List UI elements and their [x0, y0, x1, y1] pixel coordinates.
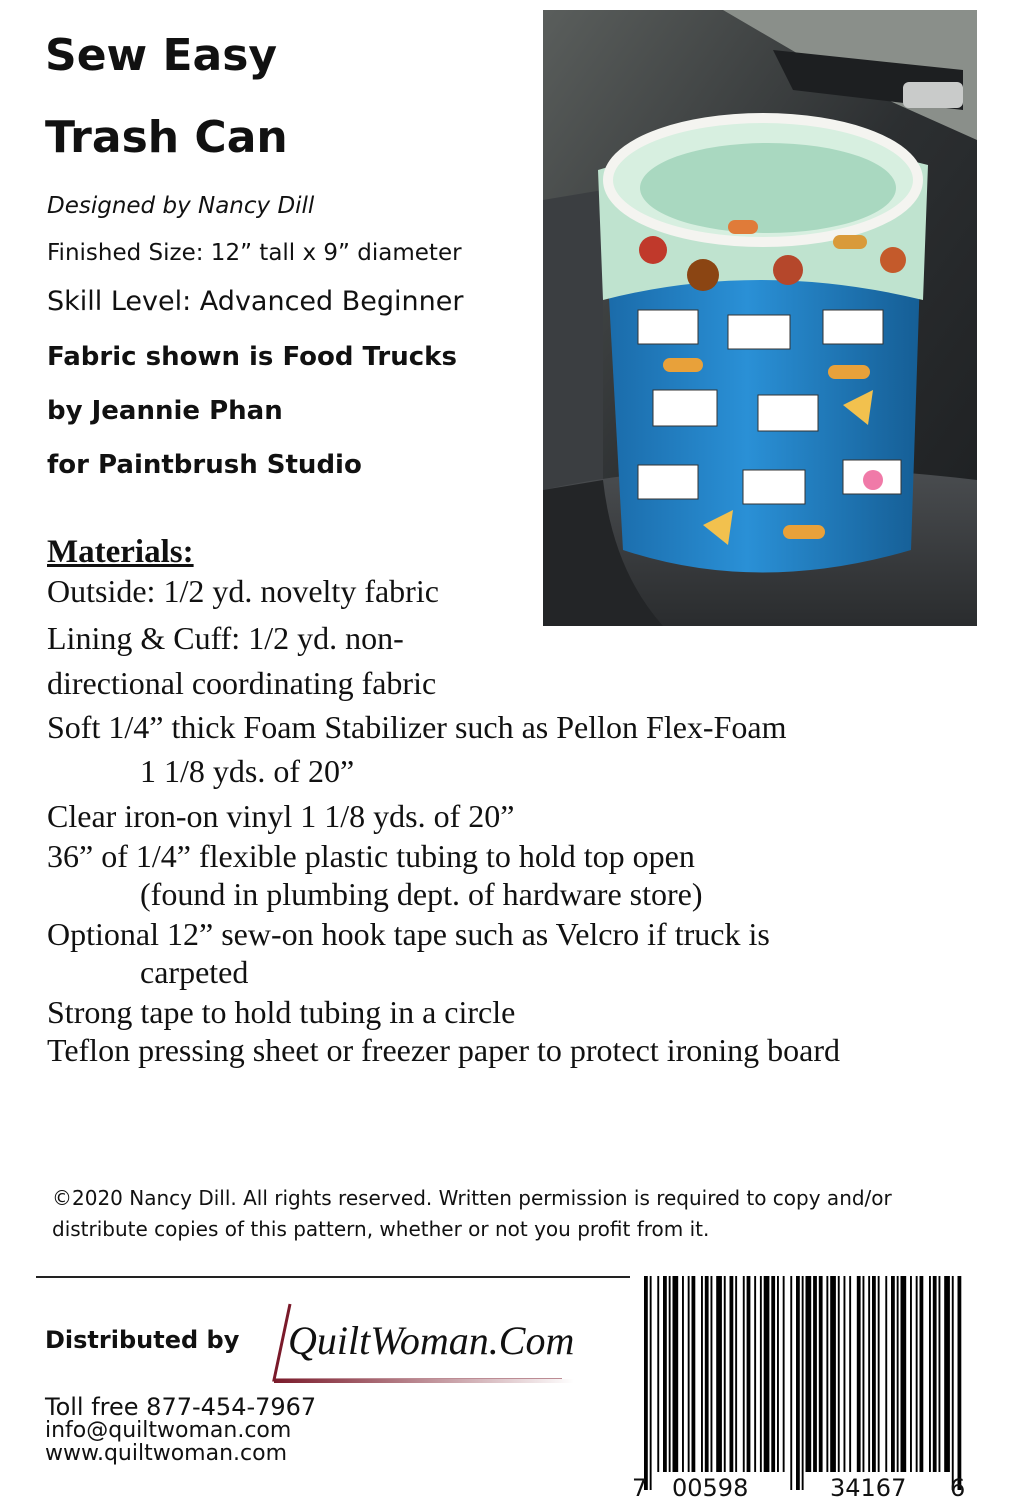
material-line: Lining & Cuff: 1/2 yd. non-: [47, 620, 404, 656]
fabric-line-2: by Jeannie Phan: [47, 396, 283, 426]
barcode-bar: [872, 1276, 876, 1472]
barcode-bar: [657, 1276, 659, 1472]
designer-credit: Designed by Nancy Dill: [47, 193, 315, 219]
barcode-bar: [826, 1276, 828, 1472]
material-line: 1 1/8 yds. of 20”: [140, 753, 355, 789]
title-line-1: Sew Easy: [45, 30, 278, 81]
barcode-bar: [897, 1276, 899, 1472]
materials-heading: Materials:: [47, 534, 194, 570]
barcode-bar: [716, 1276, 722, 1472]
material-line: Teflon pressing sheet or freezer paper to protect ironing board: [47, 1032, 840, 1068]
barcode-bar: [669, 1276, 671, 1472]
barcode-bar: [735, 1276, 737, 1472]
barcode-bar: [663, 1276, 667, 1472]
material-line: (found in plumbing dept. of hardware store): [140, 876, 703, 912]
barcode-bar: [711, 1276, 713, 1472]
barcode-digit-last: 6: [950, 1474, 966, 1502]
material-line: Soft 1/4” thick Foam Stabilizer such as Pellon Flex-Foam: [47, 709, 787, 745]
barcode-bar: [771, 1276, 775, 1472]
barcode-bar: [724, 1276, 726, 1472]
material-line: Outside: 1/2 yd. novelty fabric: [47, 573, 439, 609]
toll-free-phone: Toll free 877-454-7967: [45, 1393, 317, 1421]
material-line: Clear iron-on vinyl 1 1/8 yds. of 20”: [47, 798, 515, 834]
barcode-bar: [802, 1276, 804, 1490]
food-motif: [833, 235, 867, 249]
barcode-bar: [743, 1276, 745, 1472]
barcode-bar: [844, 1276, 846, 1472]
barcode-bar: [688, 1276, 690, 1472]
barcode-bar: [747, 1276, 751, 1472]
console-trim: [903, 82, 963, 108]
finished-size: Finished Size: 12” tall x 9” diameter: [47, 240, 462, 266]
barcode-bar: [650, 1276, 652, 1490]
fabric-line-1: Fabric shown is Food Trucks: [47, 342, 457, 372]
barcode-bar: [806, 1276, 812, 1472]
barcode-bar: [673, 1276, 679, 1472]
barcode-digits-right: 34167: [830, 1474, 907, 1502]
barcode-bar: [796, 1276, 800, 1490]
food-truck: [743, 470, 805, 504]
quiltwoman-logo: [262, 1298, 610, 1394]
upc-barcode: [630, 1276, 975, 1500]
barcode-bar: [920, 1276, 924, 1472]
barcode-bar: [916, 1276, 918, 1472]
barcode-bar: [790, 1276, 792, 1490]
logo-text: QuiltWoman.Com: [288, 1318, 575, 1363]
logo-underline: [274, 1379, 574, 1383]
barcode-bar: [901, 1276, 907, 1472]
barcode-bar: [783, 1276, 785, 1472]
barcode-bar: [849, 1276, 851, 1472]
barcode-bar: [760, 1276, 762, 1472]
barcode-bar: [754, 1276, 756, 1472]
food-truck: [638, 465, 698, 499]
food-motif: [687, 259, 719, 291]
material-line: 36” of 1/4” flexible plastic tubing to hold top open: [47, 838, 695, 874]
barcode-bar: [644, 1276, 648, 1490]
barcode-bar: [868, 1276, 870, 1472]
barcode-bar: [682, 1276, 684, 1472]
material-line: directional coordinating fabric: [47, 665, 437, 701]
food-motif: [880, 247, 906, 273]
barcode-digits-left: 00598: [672, 1474, 749, 1502]
barcode-bar: [764, 1276, 770, 1472]
barcode-bar: [952, 1276, 954, 1490]
hotdog-motif: [828, 365, 870, 379]
barcode-bar: [705, 1276, 709, 1472]
email-address: info@quiltwoman.com: [45, 1418, 292, 1443]
food-truck: [823, 310, 883, 344]
barcode-bar: [933, 1276, 937, 1472]
barcode-bar: [878, 1276, 880, 1472]
fabric-line-3: for Paintbrush Studio: [47, 450, 362, 480]
barcode-bar: [958, 1276, 962, 1490]
barcode-bar: [777, 1276, 779, 1472]
food-truck: [758, 395, 818, 431]
barcode-bar: [857, 1276, 861, 1472]
barcode-bar: [830, 1276, 836, 1472]
skill-level: Skill Level: Advanced Beginner: [47, 286, 464, 317]
website-url: www.quiltwoman.com: [45, 1441, 287, 1466]
donut-motif: [863, 470, 883, 490]
can-opening: [640, 143, 896, 233]
food-motif: [728, 220, 758, 234]
barcode-bar: [701, 1276, 703, 1472]
barcode-bar: [891, 1276, 895, 1472]
barcode-bar: [838, 1276, 840, 1472]
barcode-bar: [910, 1276, 912, 1472]
barcode-bar: [819, 1276, 823, 1472]
food-truck: [653, 390, 717, 426]
food-truck: [728, 315, 790, 349]
barcode-bar: [929, 1276, 931, 1472]
barcode-bar: [944, 1276, 950, 1472]
copyright-notice: ©2020 Nancy Dill. All rights reserved. Written permission is required to copy and/or distribute copies of this pattern, whether or not you profit from it.: [52, 1186, 892, 1241]
barcode-bar: [692, 1276, 696, 1472]
hotdog-motif: [663, 358, 703, 372]
barcode-bar: [939, 1276, 941, 1472]
hotdog-motif: [783, 525, 825, 539]
distributed-by-label: Distributed by: [45, 1326, 240, 1354]
barcode-bar: [885, 1276, 887, 1472]
trash-can-photo: [543, 10, 977, 626]
barcode-digit-first: 7: [632, 1474, 648, 1502]
material-line: Optional 12” sew-on hook tape such as Velcro if truck is: [47, 916, 770, 952]
barcode-bar: [730, 1276, 734, 1472]
barcode-bar: [813, 1276, 817, 1472]
title-line-2: Trash Can: [45, 112, 288, 163]
food-motif: [773, 255, 803, 285]
barcode-bar: [863, 1276, 865, 1472]
material-line: carpeted: [140, 954, 249, 990]
food-truck: [638, 310, 698, 344]
food-motif: [639, 236, 667, 264]
material-line: Strong tape to hold tubing in a circle: [47, 994, 516, 1030]
